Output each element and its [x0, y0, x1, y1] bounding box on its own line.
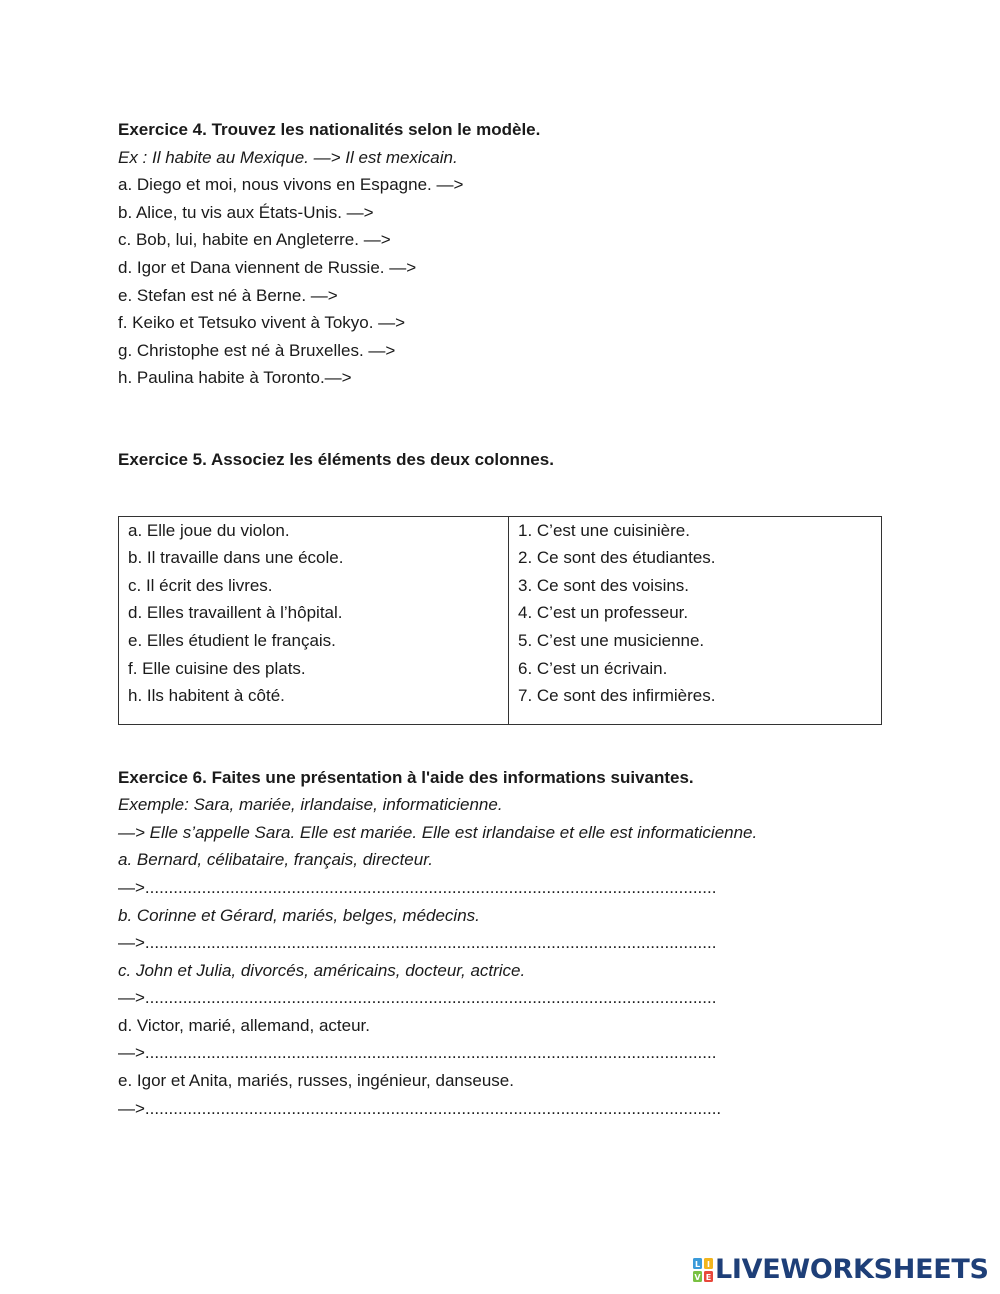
matching-left-item: b. Il travaille dans une école. [128, 548, 344, 568]
svg-text:I: I [707, 1260, 710, 1269]
matching-right-column [509, 517, 881, 724]
exercise-4-item: c. Bob, lui, habite en Angleterre. —> [118, 230, 391, 250]
matching-table [118, 516, 882, 725]
matching-right-item: 6. C’est un écrivain. [518, 658, 668, 678]
matching-right-item: 4. C’est un professeur. [518, 603, 689, 623]
matching-left-item: c. Il écrit des livres. [128, 575, 273, 595]
exercise-4-item: e. Stefan est né à Berne. —> [118, 285, 338, 305]
exercise-6-example-prompt: Exemple: Sara, mariée, irlandaise, informaticienne. [118, 795, 503, 815]
exercise-6-prompt: c. John et Julia, divorcés, américains, docteur, actrice. [118, 960, 526, 980]
exercise-6-example-answer: —> Elle s’appelle Sara. Elle est mariée. Elle est irlandaise et elle est informaticienne. [118, 822, 758, 842]
exercise-6-prompt: e. Igor et Anita, mariés, russes, ingénieur, danseuse. [118, 1071, 514, 1091]
exercise-5 [118, 446, 888, 725]
matching-left-item: f. Elle cuisine des plats. [128, 658, 306, 678]
exercise-4-item: d. Igor et Dana viennent de Russie. —> [118, 257, 417, 277]
exercise-4-item: h. Paulina habite à Toronto.—> [118, 368, 352, 388]
exercise-6-answer-line[interactable]: —>......................................................................................................................... [118, 1043, 717, 1063]
matching-right-item: 1. C’est une cuisinière. [518, 520, 690, 540]
exercise-6-title: Exercice 6. Faites une présentation à l'aide des informations suivantes. [118, 767, 694, 787]
exercise-4-example: Ex : Il habite au Mexique. —> Il est mexicain. [118, 147, 458, 167]
matching-left-item: a. Elle joue du violon. [128, 520, 290, 540]
liveworksheets-logo-icon [693, 1258, 713, 1282]
svg-text:L: L [694, 1260, 701, 1269]
exercise-4 [118, 116, 888, 392]
matching-right-item: 2. Ce sont des étudiantes. [518, 548, 716, 568]
exercise-6-answer-line[interactable]: —>......................................................................................................................... [118, 877, 717, 897]
svg-text:E: E [705, 1273, 712, 1282]
exercise-6-prompt: b. Corinne et Gérard, mariés, belges, médecins. [118, 905, 480, 925]
exercise-4-title: Exercice 4. Trouvez les nationalités selon le modèle. [118, 120, 541, 139]
exercise-6-prompt: a. Bernard, célibataire, français, directeur. [118, 850, 433, 870]
logo-wordmark: LIVEWORKSHEETS [715, 1254, 989, 1285]
exercise-6-answer-line[interactable]: —>.......................................................................................................................... [118, 1098, 722, 1118]
exercise-4-item: a. Diego et moi, nous vivons en Espagne. —> [118, 175, 464, 195]
svg-text:V: V [694, 1273, 701, 1282]
matching-left-item: e. Elles étudient le français. [128, 630, 336, 650]
matching-left-item: d. Elles travaillent à l’hôpital. [128, 603, 343, 623]
exercise-4-item: g. Christophe est né à Bruxelles. —> [118, 340, 396, 360]
matching-right-item: 7. Ce sont des infirmières. [518, 686, 716, 706]
matching-left-item: h. Ils habitent à côté. [128, 686, 285, 706]
exercise-6 [118, 764, 888, 1123]
exercise-6-answer-line[interactable]: —>......................................................................................................................... [118, 933, 717, 953]
matching-right-item: 3. Ce sont des voisins. [518, 575, 690, 595]
exercise-4-item: b. Alice, tu vis aux États-Unis. —> [118, 202, 374, 222]
exercise-6-prompt: d. Victor, marié, allemand, acteur. [118, 1015, 370, 1035]
liveworksheets-logo[interactable] [693, 1256, 989, 1284]
exercise-6-answer-line[interactable]: —>......................................................................................................................... [118, 988, 717, 1008]
matching-right-item: 5. C’est une musicienne. [518, 630, 705, 650]
exercise-5-title: Exercice 5. Associez les éléments des deux colonnes. [118, 449, 554, 469]
exercise-4-item: f. Keiko et Tetsuko vivent à Tokyo. —> [118, 313, 406, 333]
matching-left-column [119, 517, 509, 724]
worksheet-page [118, 116, 888, 1122]
